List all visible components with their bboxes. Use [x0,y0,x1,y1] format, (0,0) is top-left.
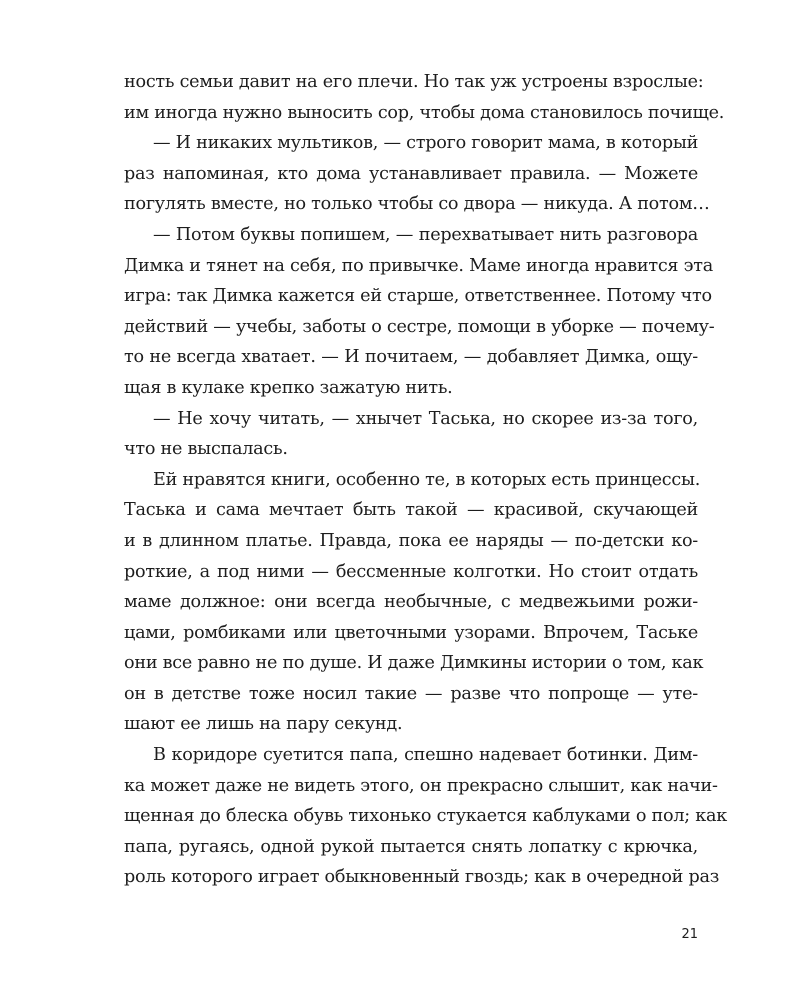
text-line: — Не хочу читать, — хнычет Таська, но скорее из-за того, [153,408,698,429]
text-line: щая в кулаке крепко зажатую нить. [124,377,453,398]
text-line: щенная до блеска обувь тихонько стукается каблуками о пол; как [124,806,727,827]
text-line: — И никаких мультиков, — строго говорит мама, в который [153,133,699,154]
text-line: Ей нравятся книги, особенно те, в которых есть принцессы. [153,469,701,490]
text-line: Таська и сама мечтает быть такой — красивой, скучающей [124,500,698,521]
paragraph [124,404,698,465]
text-line: цами, ромбиками или цветочными узорами. Впрочем, Таське [124,622,698,643]
text-line: им иногда нужно выносить сор, чтобы дома становилось почище. [124,102,725,123]
text-line: погулять вместе, но только чтобы со двора — никуда. А потом… [124,194,710,215]
paragraph [124,128,710,220]
body-text [124,67,727,893]
text-line: раз напоминая, кто дома устанавливает правила. — Можете [124,163,698,184]
text-line: В коридоре суетится папа, спешно надевает ботинки. Дим- [153,745,698,766]
text-line: игра: так Димка кажется ей старше, ответственнее. Потому что [124,286,712,307]
text-line: действий — учебы, заботы о сестре, помощи в уборке — почему- [124,316,715,337]
text-line: ность семьи давит на его плечи. Но так уж устроены взрослые: [124,72,704,92]
page-number: 21 [681,927,698,942]
paragraph [124,67,725,128]
text-line: роткие, а под ними — бессменные колготки. Но стоит отдать [124,561,698,582]
text-line: он в детстве тоже носил такие — разве что попроще — уте- [124,683,698,704]
paragraph [124,220,715,404]
text-line: они все равно не по душе. И даже Димкины истории о том, как [124,653,704,674]
text-line: шают ее лишь на пару секунд. [124,714,403,735]
text-line: папа, ругаясь, одной рукой пытается снять лопатку с крючка, [124,836,698,857]
text-line: и в длинном платье. Правда, пока ее наряды — по-детски ко- [124,530,698,551]
text-line: то не всегда хватает. — И почитаем, — добавляет Димка, ощу- [124,347,698,368]
paragraph [124,465,704,740]
text-line: — Потом буквы попишем, — перехватывает нить разговора [153,224,698,245]
text-line: Димка и тянет на себя, по привычке. Маме иногда нравится эта [124,255,713,276]
text-line: маме должное: они всегда необычные, с медвежьими рожи- [124,592,698,613]
paragraph [124,740,727,893]
text-line: ка может даже не видеть этого, он прекрасно слышит, как начи- [124,775,718,796]
text-line: что не выспалась. [124,439,288,460]
text-line: роль которого играет обыкновенный гвоздь; как в очередной раз [124,867,720,888]
